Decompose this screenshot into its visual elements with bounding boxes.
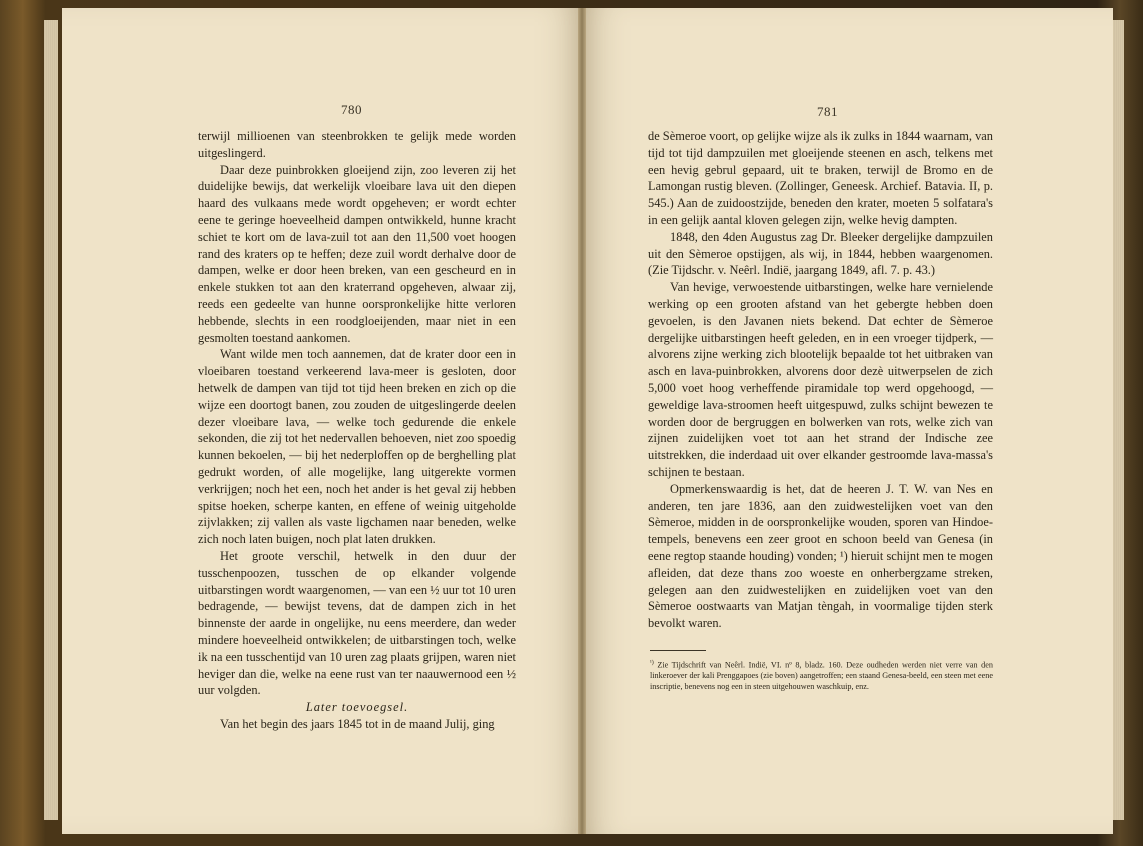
footnote-text: Zie Tijdschrift van Neêrl. Indië, VI. nº 8, bladz. 160. Deze oudheden werden niet verre van den linkeroever der kali Prenggapoes (zie boven) aangetroffen; een staand Genesa-beeld, een steen met eene inscriptie, benevens nog een in steen uitgehouwen waschkuip, enz. [650,660,993,691]
left-page-text [198,128,516,733]
footnote [650,658,993,693]
left-page-number: 780 [341,102,362,117]
later-addition-heading: Later toevoegsel. [305,700,409,715]
right-paragraph-4: Opmerkenswaardig is het, dat de heeren J. T. W. van Nes en anderen, ten jare 1836, aan den zuidwestelijken voet van den Sèmeroe, midden in de oorspronkelijke wouden, sporen van Hindoe-tempels, benevens een zeer groot en schoon beeld van Genesa (in eene regtop staande houding) vonden; ¹) hieruit schijnt men te mogen afleiden, dat deze thans zoo woeste en onherbergzame streken, gelegen aan den zuidwestelijken en zuidelijken voet van den Sèmeroe oostwaarts van Matjan tèngah, in voormalige tijden sterk bevolkt waren. [648,481,993,631]
right-page-number: 781 [817,104,838,119]
left-paragraph-4: Het groote verschil, hetwelk in den duur der tusschenpoozen, tusschen de op elkander volgende uitbarstingen wordt waargenomen, — van een ½ uur tot 10 uren bedragende, — bewijst tevens, dat de dampen zich in het binnenste der aarde in ongelijke, nu eens meerdere, dan weder mindere hoeveelheid ontwikkelen; de uitbarstingen toch, welke ik na een tusschentijd van 10 uren zag plaats grijpen, waren niet heviger dan die, welke na eene rust van ter naauwernood een ½ uur volgden. [198,548,516,698]
footnote-marker: ¹) [650,660,654,666]
footnote-divider [650,650,706,651]
left-page-edges [44,20,58,820]
book-spine [578,8,586,834]
left-paragraph-1: terwijl millioenen van steenbrokken te gelijk mede worden uitgeslingerd. [198,129,516,160]
left-paragraph-2: Daar deze puinbrokken gloeijend zijn, zoo leveren zij het duidelijke bewijs, dat werkelijk vloeibare lava uit den diepen haard des vulkaans mede wordt opgeheven; er wordt echter eene te geringe hoeveelheid dampen ontwikkeld, hunne kracht schiet te kort om de lava-zuil tot aan den 11,500 voet hoogen rand des kraters op te heffen; deze zuil wordt derhalve door de dampen, welke er door heen breken, van een gescheurd en in enkele stukken tot aan den kraterrand opgeheven, alwaar zij, reeds een gedeelte van hunne oorspronkelijke hitte verloren hebbende, slechts in een roodgloeijenden, maar niet in een gesmolten toestand aankomen. [198,162,516,345]
right-paragraph-2: 1848, den 4den Augustus zag Dr. Bleeker dergelijke dampzuilen uit den Sèmeroe opstijgen, als wij, in 1844, hebben waargenomen. (Zie Tijdschr. v. Neêrl. Indië, jaargang 1849, afl. 7. p. 43.) [648,229,993,278]
right-paragraph-1: de Sèmeroe voort, op gelijke wijze als ik zulks in 1844 waarnam, van tijd tot tijd dampzuilen met gloeijende steenen en asch, telkens met een hevig gebrul gepaard, uit te braken, terwijl de Bromo en de Lamongan rustig bleven. (Zollinger, Geneesk. Archief. Batavia. II, p. 545.) Aan de zuidoostzijde, beneden den krater, moeten 5 solfatara's in een gelijk aantal kloven gelegen zijn, welke hevig dampten. [648,129,993,227]
left-closing-line: Van het begin des jaars 1845 tot in de maand Julij, ging [220,716,495,731]
right-page-text [648,128,993,632]
left-paragraph-3: Want wilde men toch aannemen, dat de krater door een in vloeibaren toestand verkeerend lava-meer is gesloten, door hetwelk de dampen van tijd tot tijd heen breken en zich op die wijze een doortogt banen, zou zouden de uitgeslingerde deelen dezer vloeibare lava, — welke toch gedurende die enkele sekonden, die zij tot het nedervallen behoeven, niet zoo spoedig kunnen bekoelen, — bij het nederploffen op de berghelling plat gedrukt worden, of alle mogelijke, lang uitgerekte vormen verkrijgen; noch het een, noch het ander is het geval zij hebben spitse hoeken, scherpe kanten, en effene of weinig uitgeholde zijvlakken; zij vallen als vaste ligchamen naar beneden, welke zich noch laten buigen, noch plat laten drukken. [198,347,516,547]
right-paragraph-3: Van hevige, verwoestende uitbarstingen, welke hare vernielende werking op een grooten afstand van het gebergte hebben doen gevoelen, is den Javanen niets bekend. Dat echter de Sèmeroe dergelijke uitbarstingen heeft geleden, en in een vroeger tijdperk, — alvorens zijne werking zich blootelijk bepaalde tot het uitbraken van asch en lava-puinbrokken, alvorens door dezè uitwerpselen de zich 5,000 voet hoog verheffende piramidale top werd opgehoogd, — geweldige lava-stroomen heeft uitgespuwd, zulks schijnt bewezen te worden door de bergruggen en bolwerken van rots, welke zich van zijnen zuidelijken voet tot aan het strand der Indische zee uitstrekken, die inderdaad uit over elkander gestroomde lava-massa's schijnen te bestaan. [648,280,993,479]
